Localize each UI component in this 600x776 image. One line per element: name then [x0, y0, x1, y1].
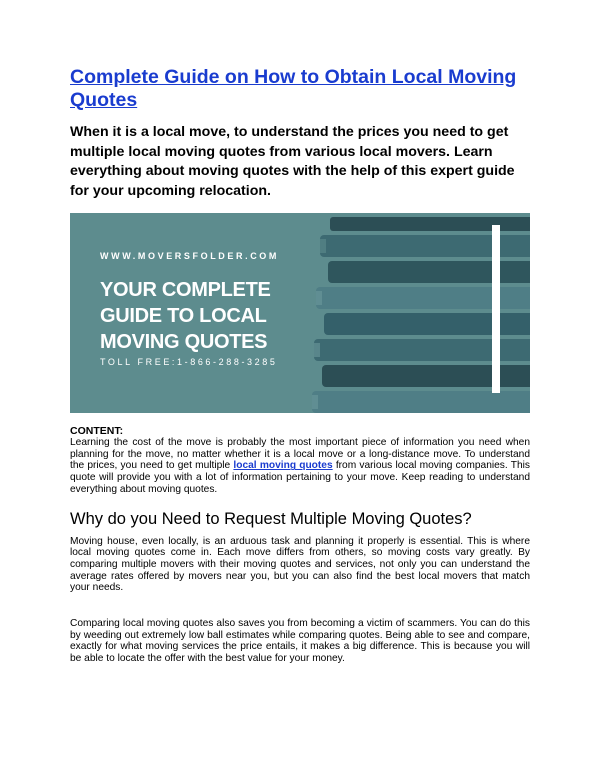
paragraph-text: from various local moving companies. This quote will provide you with a lot of information pertaining to your move. Keep reading to understand everything about moving quotes.: [70, 460, 530, 495]
content-paragraph: [70, 437, 530, 496]
banner-headline-line: YOUR COMPLETE: [100, 279, 271, 301]
banner-toll-free: TOLL FREE:1-866-288-3285: [100, 357, 278, 367]
hero-banner-image: [70, 213, 530, 413]
banner-site-url: WWW.MOVERSFOLDER.COM: [100, 251, 279, 261]
banner-text: [100, 251, 279, 367]
section-paragraph-1: Moving house, even locally, is an arduous task and planning it properly is essential. This is where local moving quotes come in. Each move differs from others, so moving costs vary greatly. By comparing multiple movers with their moving quotes and services, not only you can understand the average rates offered by movers near you, but you can also find the best local movers that match your needs.: [70, 535, 530, 594]
banner-headline-line: GUIDE TO LOCAL: [100, 305, 267, 327]
paragraph-text: Learning the cost of the move is probably the most important piece of information you need when planning for the move, no matter whether it is a local move or a long-distance move. To understand the prices, you need to get multiple: [70, 437, 530, 472]
article-title[interactable]: Complete Guide on How to Obtain Local Moving Quotes: [70, 66, 517, 111]
local-moving-quotes-link[interactable]: local moving quotes: [233, 460, 333, 472]
article-intro: When it is a local move, to understand the prices you need to get multiple local moving quotes from various local movers. Learn everything about moving quotes with the help of this expert guide for your upcoming relocation.: [70, 124, 515, 199]
white-bookmark-bar: [492, 225, 500, 393]
banner-headline: [100, 277, 279, 355]
section-paragraph-2: Comparing local moving quotes also saves you from becoming a victim of scammers. You can do this by weeding out extremely low ball estimates while comparing quotes. Being able to see and compare, exactly for what moving services the price entails, it makes a big difference. This is because you will be able to locate the offer with the best value for your money.: [70, 618, 530, 665]
books-stack-illustration: [310, 213, 530, 413]
content-label: CONTENT:: [70, 425, 124, 437]
section-heading: Why do you Need to Request Multiple Moving Quotes?: [70, 509, 472, 528]
document-page: [70, 66, 530, 665]
banner-headline-line: MOVING QUOTES: [100, 331, 268, 353]
